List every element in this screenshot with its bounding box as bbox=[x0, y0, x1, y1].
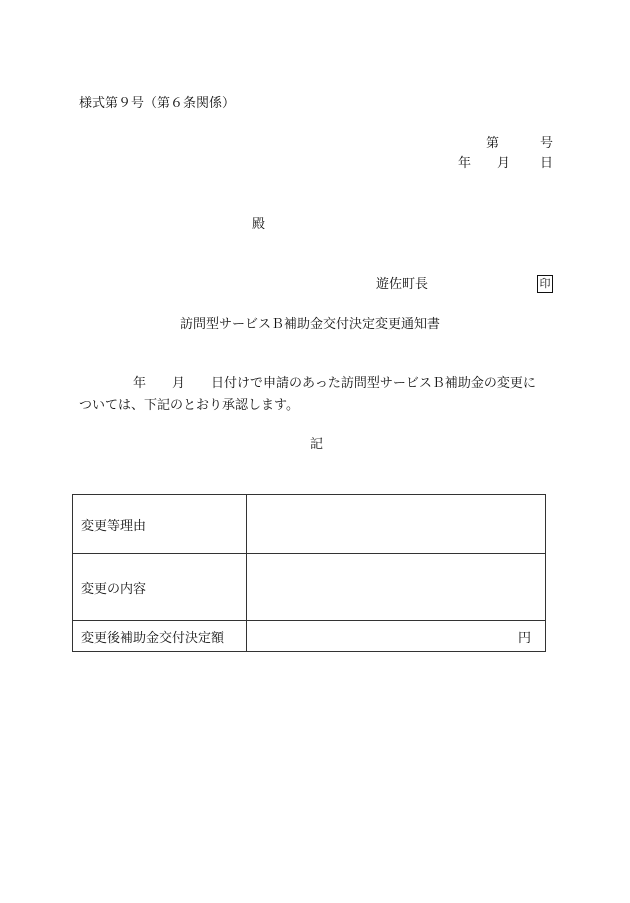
document-number-suffix: 号 bbox=[540, 136, 554, 151]
document-number-prefix: 第 bbox=[486, 136, 500, 151]
seal-stamp: 印 bbox=[537, 275, 553, 293]
issuer-name: 遊佐町長 bbox=[376, 277, 429, 292]
body-text-line-1: 年 月 日付けで申請のあった訪問型サービスＢ補助金の変更に bbox=[133, 376, 536, 391]
change-detail-table bbox=[72, 494, 546, 652]
table-row-change-reason bbox=[73, 495, 546, 554]
ki-heading: 記 bbox=[310, 437, 324, 452]
change-reason-label: 変更等理由 bbox=[73, 495, 247, 554]
change-reason-value[interactable] bbox=[247, 495, 546, 554]
table-row-change-content bbox=[73, 554, 546, 621]
table-row-grant-amount bbox=[73, 621, 546, 652]
body-text-line-2: ついては、下記のとおり承認します。 bbox=[79, 398, 299, 413]
document-title: 訪問型サービスＢ補助金交付決定変更通知書 bbox=[180, 317, 441, 332]
form-number: 様式第９号（第６条関係） bbox=[79, 96, 236, 111]
addressee-honorific: 殿 bbox=[252, 217, 266, 232]
grant-amount-label: 変更後補助金交付決定額 bbox=[73, 621, 247, 652]
grant-amount-value[interactable]: 円 bbox=[247, 621, 546, 652]
date-day: 日 bbox=[540, 156, 554, 171]
change-content-label: 変更の内容 bbox=[73, 554, 247, 621]
date-year: 年 bbox=[458, 156, 472, 171]
change-content-value[interactable] bbox=[247, 554, 546, 621]
date-month: 月 bbox=[497, 156, 511, 171]
